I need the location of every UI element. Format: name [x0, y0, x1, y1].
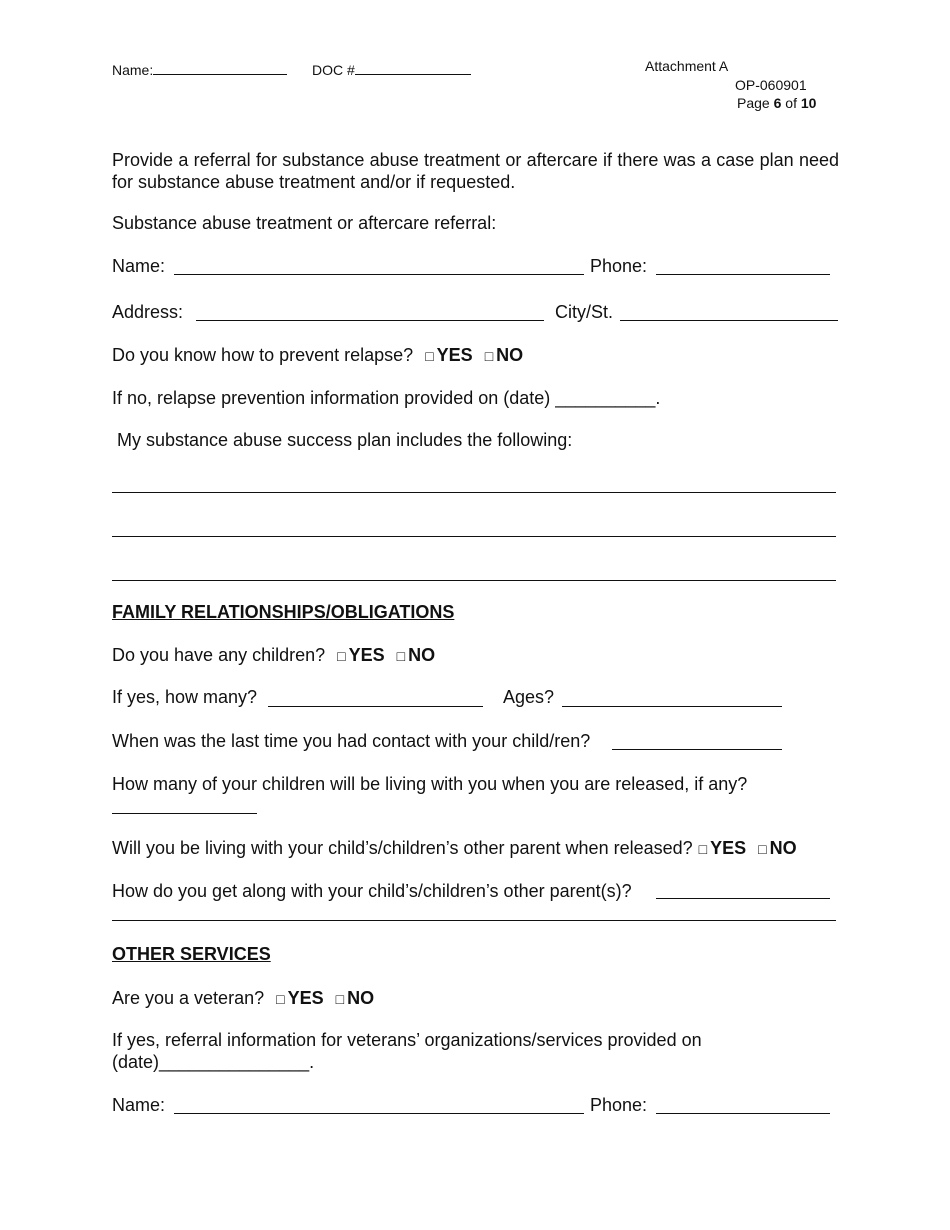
relapse-if-no: If no, relapse prevention information provided on (date) __________.	[112, 388, 661, 408]
referral-city-label: City/St.	[555, 302, 614, 322]
children-yes-checkbox[interactable]: □	[337, 648, 346, 664]
referral-phone-field[interactable]	[656, 274, 830, 275]
veteran-referral-line-2: (date)_______________.	[112, 1052, 315, 1072]
veteran-yes-checkbox[interactable]: □	[276, 991, 285, 1007]
children-no-checkbox[interactable]: □	[396, 648, 406, 664]
header-doc-field[interactable]	[355, 58, 471, 75]
children-living-field[interactable]	[112, 813, 257, 814]
referral-phone-label: Phone:	[590, 256, 648, 276]
relapse-yes-checkbox[interactable]: □	[425, 348, 434, 364]
veteran-phone-label: Phone:	[590, 1095, 648, 1115]
last-contact-label: When was the last time you had contact with your child/ren?	[112, 731, 591, 751]
get-along-field[interactable]	[656, 898, 830, 899]
children-question-row: Do you have any children? □ YES □ NO	[112, 645, 436, 665]
referral-name-field[interactable]	[304, 274, 584, 275]
page-number: Page 6 of 10	[737, 95, 817, 111]
referral-name-field-faint[interactable]	[174, 274, 304, 275]
header-name: Name:	[112, 58, 287, 78]
veteran-question-row: Are you a veteran? □ YES □ NO	[112, 988, 375, 1008]
success-plan-line[interactable]	[112, 580, 836, 581]
veteran-phone-field[interactable]	[656, 1113, 830, 1114]
veteran-name-field[interactable]	[174, 1113, 584, 1114]
get-along-label: How do you get along with your child’s/children’s other parent(s)?	[112, 881, 632, 901]
referral-name-label: Name:	[112, 256, 166, 276]
success-plan-line[interactable]	[112, 536, 836, 537]
header-name-field[interactable]	[153, 58, 287, 75]
how-many-field[interactable]	[268, 706, 483, 707]
veteran-name-label: Name:	[112, 1095, 166, 1115]
referral-address-label: Address:	[112, 302, 184, 322]
get-along-field-continued[interactable]	[112, 920, 836, 921]
relapse-question-row: Do you know how to prevent relapse? □ YES □ NO	[112, 345, 524, 365]
last-contact-field[interactable]	[612, 749, 782, 750]
other-parent-no-checkbox[interactable]: □	[758, 841, 767, 857]
attachment-label: Attachment A	[645, 58, 729, 74]
family-heading: FAMILY RELATIONSHIPS/OBLIGATIONS	[112, 602, 455, 622]
header-doc: DOC #	[312, 58, 471, 78]
other-parent-yes-checkbox[interactable]: □	[698, 841, 708, 857]
form-number: OP-060901	[735, 77, 807, 93]
other-parent-living-row: Will you be living with your child’s/children’s other parent when released? □ YES □ NO	[112, 838, 797, 858]
intro-paragraph: Provide a referral for substance abuse treatment or aftercare if there was a case plan need for substance abuse treatment and/or if requested.	[112, 150, 839, 192]
children-living-question: How many of your children will be living with you when you are released, if any?	[112, 774, 748, 794]
referral-address-field[interactable]	[196, 320, 544, 321]
ages-label: Ages?	[503, 687, 555, 707]
success-plan-label: My substance abuse success plan includes the following:	[117, 430, 573, 450]
veteran-no-checkbox[interactable]: □	[335, 991, 345, 1007]
how-many-label: If yes, how many?	[112, 687, 258, 707]
referral-heading: Substance abuse treatment or aftercare referral:	[112, 213, 497, 233]
referral-city-field[interactable]	[620, 320, 838, 321]
other-services-heading: OTHER SERVICES	[112, 944, 271, 964]
success-plan-line[interactable]	[112, 492, 836, 493]
veteran-referral-line-1: If yes, referral information for veterans’ organizations/services provided on	[112, 1030, 702, 1050]
relapse-no-checkbox[interactable]: □	[484, 348, 494, 364]
ages-field[interactable]	[562, 706, 782, 707]
